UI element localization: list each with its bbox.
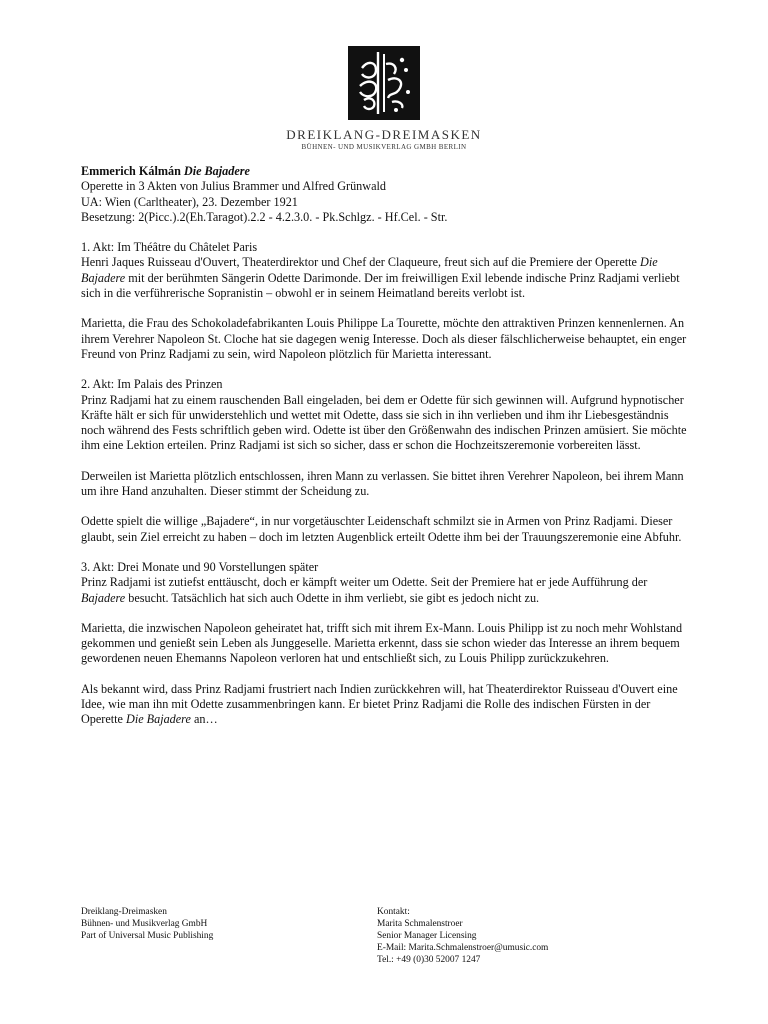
footer-contact xyxy=(377,906,657,966)
contact-phone: Tel.: +49 (0)30 52007 1247 xyxy=(377,955,481,965)
act-2-paragraph-2: Derweilen ist Marietta plötzlich entschlossen, ihren Mann zu verlassen. Sie bittet ihren Verehrer Napoleon, bei ihrem Mann um ihre Hand anzuhalten. Dieser stimmt der Scheidung zu. xyxy=(81,468,684,499)
composer-name: Emmerich Kálmán xyxy=(81,164,181,178)
work-premiere: UA: Wien (Carltheater), 23. Dezember 1921 xyxy=(81,194,298,209)
footer-publisher xyxy=(81,906,341,942)
logo-container xyxy=(0,46,768,125)
act-1-heading: 1. Akt: Im Théâtre du Châtelet Paris xyxy=(81,240,258,255)
work-title: Die Bajadere xyxy=(183,164,250,178)
footer-line: Dreiklang-Dreimasken xyxy=(81,907,167,917)
contact-label: Kontakt: xyxy=(377,907,410,917)
act-1-paragraph-1: Henri Jaques Ruisseau d'Ouvert, Theaterdirektor und Chef der Claqueure, freut sich auf die Premiere der Operette Die Bajadere mit der berühmten Sängerin Odette Darimonde. Der im freiwilligen Exil lebende indische Prinz Radjami verliebt sich in die verführerische Sopranistin – obwohl er in seinem Heimatland bereits verlobt ist. xyxy=(81,255,680,301)
act-3-heading: 3. Akt: Drei Monate und 90 Vorstellungen später xyxy=(81,559,319,574)
work-subtitle: Operette in 3 Akten von Julius Brammer und Alfred Grünwald xyxy=(81,179,386,194)
act-2-paragraph-3: Odette spielt die willige „Bajadere“, in nur vorgetäuschter Leidenschaft schmilzt sie in Armen von Prinz Radjami. Dieser glaubt, sein Ziel erreicht zu haben – doch im letzten Augenblick erteilt Odette ihm bei der Trauungszeremonie eine Abfuhr. xyxy=(81,514,682,544)
act-3-section xyxy=(81,560,691,728)
act-3-paragraph-3: Als bekannt wird, dass Prinz Radjami frustriert nach Indien zurückkehren will, hat Theaterdirektor Ruisseau d'Ouvert eine Idee, wie man ihn mit Odette zusammenbringen kann. Er bietet Prinz Radjami die Rolle des indischen Fürsten in der Operette Die Bajadere an… xyxy=(81,681,678,727)
act-3-paragraph-2: Marietta, die inzwischen Napoleon geheiratet hat, trifft sich mit ihrem Ex-Mann. Louis Philipp ist zu noch mehr Wohlstand gekommen und genießt sein Leben als Junggeselle. Marietta erkennt, dass sie schon wieder das Interesse an ihrem bequem gewordenen neuen Ehemanns Napoleon verloren hat und entschließt sich, zu Louis Philipp zurückzukehren. xyxy=(81,620,683,666)
work-info xyxy=(81,164,691,225)
contact-email[interactable]: E-Mail: Marita.Schmalenstroer@umusic.com xyxy=(377,943,549,953)
footer-line: Bühnen- und Musikverlag GmbH xyxy=(81,919,208,929)
act-1-section xyxy=(81,240,691,362)
footer-line: Part of Universal Music Publishing xyxy=(81,931,214,941)
contact-name: Marita Schmalenstroer xyxy=(377,919,463,929)
act-1-paragraph-2: Marietta, die Frau des Schokoladefabrikanten Louis Philippe La Tourette, möchte den attraktiven Prinzen kennenlernen. An ihrem Verehrer Napoleon St. Cloche hat sie dagegen wenig Interesse. Doch als dieser fälschlicherweise behauptet, ein enger Freund von Prinz Radjami zu sein, wird Napoleon plötzlich für Marietta interessant. xyxy=(81,316,687,361)
dreiklang-dreimasken-logo-icon xyxy=(348,46,420,120)
act-2-section xyxy=(81,377,691,545)
publisher-subline: BÜHNEN- UND MUSIKVERLAG GMBH BERLIN xyxy=(301,143,467,151)
act-2-paragraph-1: Prinz Radjami hat zu einem rauschenden Ball eingeladen, bei dem er Odette für sich gewinnen will. Aufgrund hypnotischer Kräfte hält er sich für unwiderstehlich und wettet mit Odette, dass sie sich in ihn verlieben und ihm ihr Liebesgeständnis noch während des Fests schriftlich geben wird. Odette ist über den Größenwahn des indischen Prinzen amüsiert. Sie möchte ihm eine Lektion erteilen. Prinz Radjami ist sich so sicher, dass er schon die Hochzeitszeremonie vorbereiten lässt. xyxy=(81,392,687,453)
work-heading xyxy=(81,164,691,179)
document-body xyxy=(81,164,691,743)
act-2-heading: 2. Akt: Im Palais des Prinzen xyxy=(81,377,223,392)
act-3-paragraph-1: Prinz Radjami ist zutiefst enttäuscht, doch er kämpft weiter um Odette. Seit der Premiere hat er jede Aufführung der Bajadere besucht. Tatsächlich hat sich auch Odette in ihm verliebt, sie gibt es jedoch nicht zu. xyxy=(81,575,648,605)
publisher-name: DREIKLANG-DREIMASKEN xyxy=(286,127,482,142)
contact-role: Senior Manager Licensing xyxy=(377,931,477,941)
work-scoring: Besetzung: 2(Picc.).2(Eh.Taragot).2.2 - 4.2.3.0. - Pk.Schlgz. - Hf.Cel. - Str. xyxy=(81,209,448,224)
